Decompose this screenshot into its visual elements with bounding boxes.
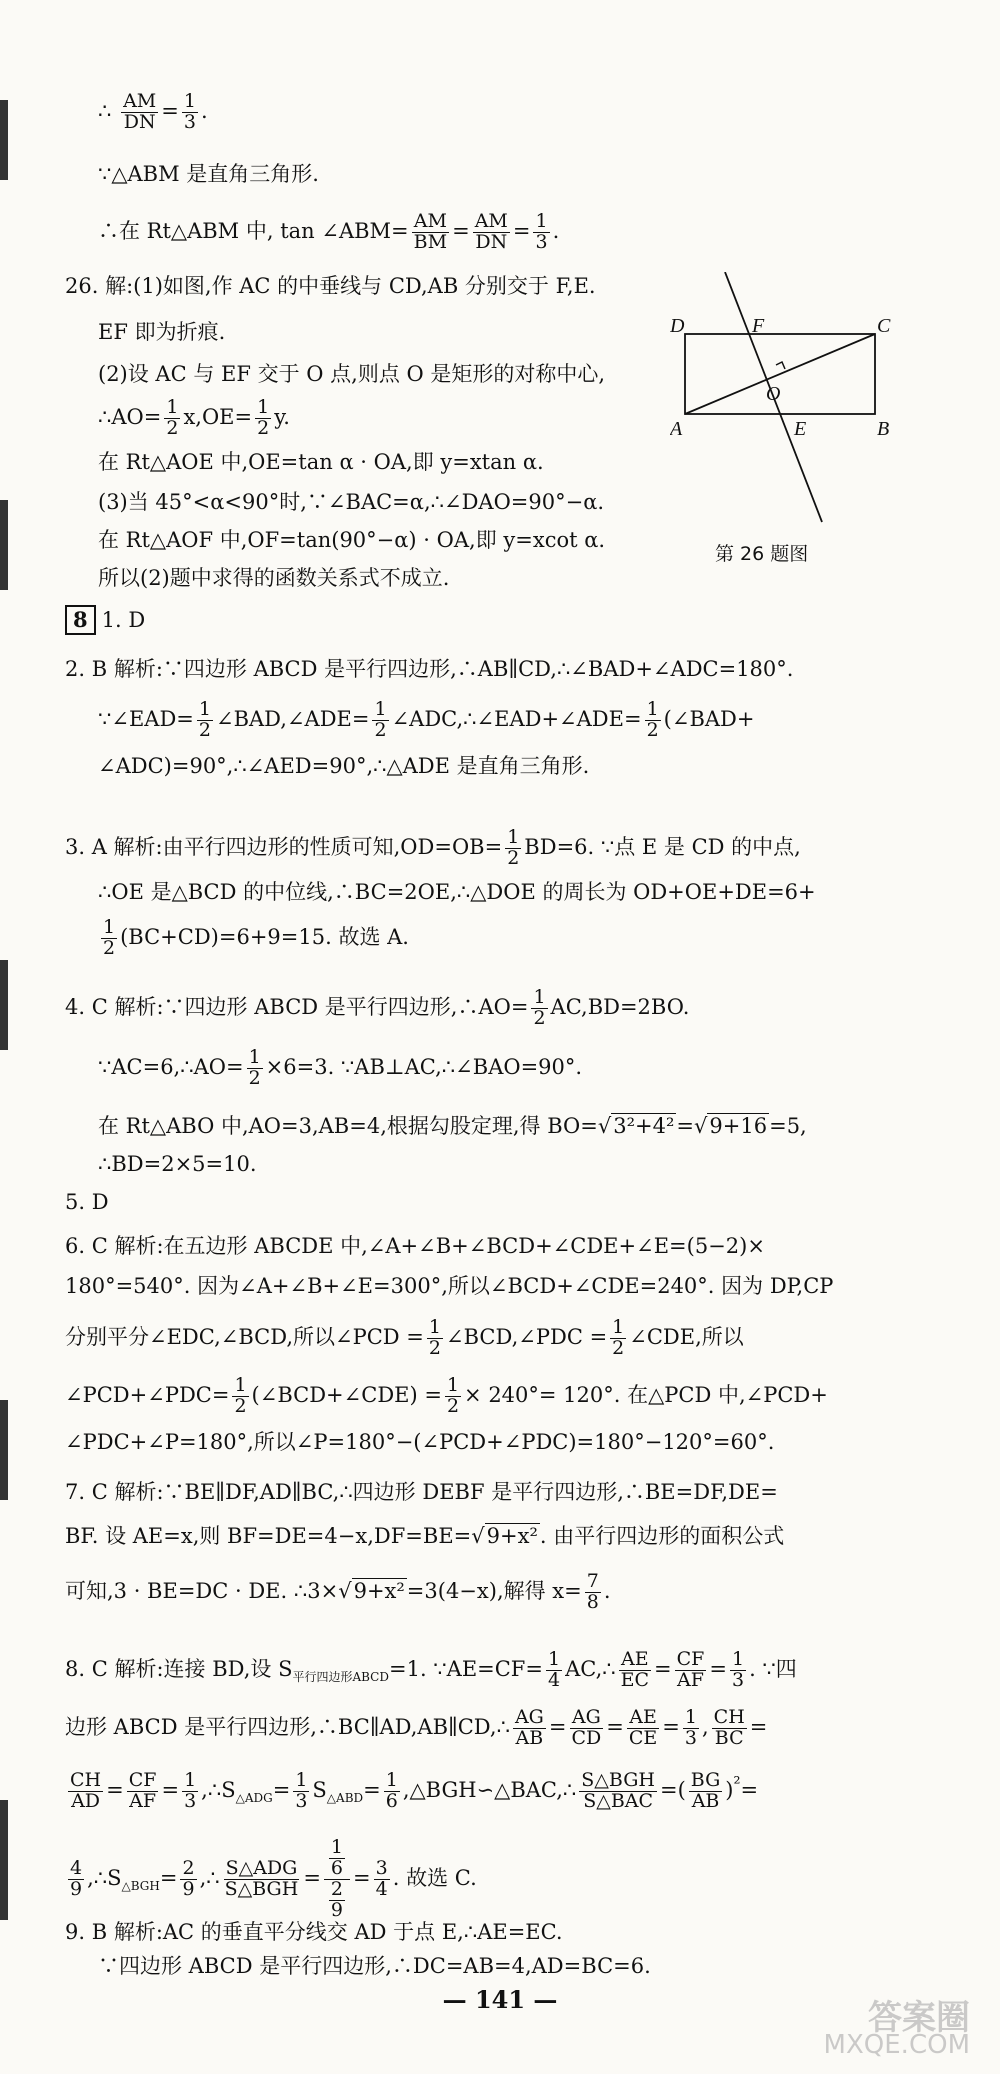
fraction: $\frac{AG}{CD}$ (571, 1706, 602, 1749)
solution-line: BF. 设 AE=x,则 BF=DE=4−x,DF=BE=√9+x². 由平行四边形的面积公式 (65, 1524, 785, 1548)
fraction: $\frac{AM}{DN}$ (474, 210, 508, 253)
solution-line: ∠PCD+∠PDC= $\frac{1}{2}$ (∠BCD+∠CDE) = $\frac{1}{2}$ × 240°= 120°. 在△PCD 中,∠PCD+ (65, 1374, 828, 1417)
solution-line: 在 Rt△AOE 中,OE=tan α · OA,即 y=xtan α. (98, 450, 544, 474)
solution-line: 在 Rt△ABO 中,AO=3,AB=4,根据勾股定理,得 BO=√3²+4²=√9+16=5, (98, 1114, 807, 1138)
solution-line: 所以(2)题中求得的函数关系式不成立. (98, 566, 450, 590)
fraction: $\frac{AG}{AB}$ (514, 1706, 544, 1749)
fraction: $\frac{1}{3}$ (684, 1706, 697, 1749)
solution-line: $\frac{1}{2}$ (BC+CD)=6+9=15. 故选 A. (103, 916, 409, 959)
fraction: $\frac{AM}{DN}$ (123, 90, 157, 133)
binding-mark (0, 1800, 8, 1920)
solution-line: 3. A 解析:由平行四边形的性质可知,OD=OB= $\frac{1}{2}$ BD=6. ∵点 E 是 CD 的中点, (65, 826, 801, 869)
solution-line: 9. B 解析:AC 的垂直平分线交 AD 于点 E,∴AE=EC. (65, 1920, 563, 1944)
fraction: $\frac{1}{2}$ (234, 1374, 247, 1417)
fraction: $\frac{\text{S△BGH}}{\text{S△BAC}}$ (581, 1769, 655, 1812)
solution-line: (3)当 45°<α<90°时,∵∠BAC=α,∴∠DAO=90°−α. (98, 490, 605, 514)
solution-line: 26. 解:(1)如图,作 AC 的中垂线与 CD,AB 分别交于 F,E. (65, 274, 596, 298)
fraction: $\frac{1}{3}$ (183, 90, 196, 133)
binding-mark (0, 1400, 8, 1500)
solution-line: 6. C 解析:在五边形 ABCDE 中,∠A+∠B+∠BCD+∠CDE+∠E=(5−2)× (65, 1234, 765, 1258)
binding-mark (0, 960, 8, 1050)
solution-line: 4. C 解析:∵四边形 ABCD 是平行四边形,∴AO= $\frac{1}{2}$ AC,BD=2BO. (65, 986, 690, 1029)
solution-line: ∵∠EAD= $\frac{1}{2}$ ∠BAD,∠ADE= $\frac{1}{2}$ ∠ADC,∴∠EAD+∠ADE= $\frac{1}{2}$ (∠BAD+ (98, 698, 755, 741)
solution-line: $\frac{4}{9}$ $,\therefore S_{\triangle BGH}=$ $\frac{2}{9}$ ,∴ $\frac{\text{S△ADG}}{\text{S△BGH}}$ = $\frac{\frac{1}{6}}{\frac{2}{9}}$ = $\frac{3}{4}$ . 故选 C. (70, 1836, 477, 1921)
fraction: $\frac{1}{2}$ (428, 1316, 442, 1359)
fraction: $\frac{2}{9}$ (182, 1856, 195, 1900)
label-O: O (766, 383, 781, 405)
label-C: C (877, 315, 891, 337)
fraction: $\frac{1}{2}$ (374, 698, 387, 741)
text: ∴ (98, 98, 112, 123)
solution-line: 5. D (65, 1190, 109, 1214)
solution-line: ∠ADC)=90°,∴∠AED=90°,∴△ADE 是直角三角形. (98, 754, 590, 778)
fraction: $\frac{1}{3}$ (535, 210, 548, 253)
square-root: 9+x² (353, 1578, 405, 1603)
label-A: A (670, 418, 683, 440)
label-F: F (752, 315, 765, 337)
square-root: 9+16 (709, 1114, 768, 1138)
solution-line: ∠PDC+∠P=180°,所以∠P=180°−(∠PCD+∠PDC)=180°−120°=60°. (65, 1430, 775, 1454)
right-angle-mark (776, 362, 785, 369)
solution-line: 8 1. D (65, 605, 145, 635)
solution-line: 分别平分∠EDC,∠BCD,所以∠PCD = $\frac{1}{2}$ ∠BCD,∠PDC = $\frac{1}{2}$ ∠CDE,所以 (65, 1316, 744, 1359)
page-number: — 141 — (442, 1985, 558, 2014)
solution-line: EF 即为折痕. (98, 320, 226, 344)
solution-line: 在 Rt△AOF 中,OF=tan(90°−α) · OA,即 y=xcot α. (98, 528, 606, 552)
solution-line: ∴OE 是△BCD 的中位线,∴BC=2OE,∴△DOE 的周长为 OD+OE+DE=6+ (98, 880, 816, 904)
solution-line: ∵△ABM 是直角三角形. (98, 162, 319, 186)
fraction: $\frac{1}{2}$ (166, 396, 179, 439)
solution-line: 2. B 解析:∵四边形 ABCD 是平行四边形,∴AB∥CD,∴∠BAD+∠ADC=180°. (65, 657, 794, 681)
fraction: $\frac{1}{2}$ (646, 698, 659, 741)
compound-fraction (324, 1838, 350, 1921)
label-E: E (794, 418, 807, 440)
fraction: $\frac{1}{3}$ (184, 1769, 197, 1812)
fraction: $\frac{AM}{BM}$ (413, 210, 448, 253)
watermark-logo: 答案圈 (868, 1998, 970, 2038)
fraction: $\frac{4}{9}$ (70, 1856, 83, 1900)
solution-line: 可知,3 · BE=DC · DE. ∴3×√9+x²=3(4−x),解得 x= $\frac{7}{8}$ . (65, 1570, 611, 1613)
solution-line: ∴AO= $\frac{1}{2}$ x,OE= $\frac{1}{2}$ y. (98, 396, 290, 439)
fraction: $\frac{3}{4}$ (375, 1856, 388, 1900)
fraction: $\frac{1}{3}$ (731, 1648, 745, 1691)
label-D: D (670, 315, 685, 337)
binding-mark (0, 100, 8, 180)
fraction: $\frac{1}{3}$ (295, 1769, 308, 1812)
watermark-url: MXQE.COM (823, 2030, 970, 2060)
fraction: $\frac{1}{2}$ (446, 1374, 460, 1417)
section-number: 8 (65, 605, 96, 635)
fraction: $\frac{1}{2}$ (507, 826, 520, 869)
fraction: $\frac{BG}{AB}$ (690, 1769, 721, 1812)
fraction: $\frac{\text{S△ADG}}{\text{S△BGH}}$ (224, 1856, 299, 1900)
solution-line: 边形 ABCD 是平行四边形,∴BC∥AD,AB∥CD,∴ $\frac{AG}{AB}$ = $\frac{AG}{CD}$ = $\frac{AE}{CE}$ = $\frac{1}{3}$ , $\frac{CH}{BC}$ = (65, 1706, 768, 1749)
solution-line: 180°=540°. 因为∠A+∠B+∠E=300°,所以∠BCD+∠CDE=240°. 因为 DP,CP (65, 1274, 834, 1298)
fraction: $\frac{1}{6}$ (330, 1836, 344, 1879)
fraction: $\frac{1}{2}$ (612, 1316, 625, 1359)
fraction: $\frac{CF}{AF}$ (128, 1769, 157, 1812)
geometry-figure (670, 272, 920, 542)
solution-line: ∴BD=2×5=10. (98, 1152, 257, 1176)
fraction: $\frac{1}{4}$ (547, 1648, 561, 1691)
fraction: $\frac{1}{2}$ (198, 698, 211, 741)
solution-line: 7. C 解析:∵BE∥DF,AD∥BC,∴四边形 DEBF 是平行四边形,∴BE=DF,DE= (65, 1480, 778, 1504)
solution-line: 8. C 解析:连接 BD,设 $S_{平行四边形ABCD}=1$. ∵AE=CF= $\frac{1}{4}$ AC,∴ $\frac{AE}{EC}$ = $\frac{CF}{AF}$ = $\frac{1}{3}$ . ∵四 (65, 1648, 797, 1691)
binding-mark (0, 500, 8, 590)
fraction: $\frac{1}{6}$ (385, 1769, 398, 1812)
fraction: $\frac{CH}{BC}$ (713, 1706, 745, 1749)
solution-line: ∵四边形 ABCD 是平行四边形,∴DC=AB=4,AD=BC=6. (98, 1954, 651, 1978)
fraction: $\frac{AE}{CE}$ (628, 1706, 658, 1749)
fraction: $\frac{1}{2}$ (248, 1046, 261, 1089)
fraction: $\frac{1}{2}$ (103, 916, 116, 959)
fraction: $\frac{CH}{AD}$ (70, 1769, 102, 1812)
fraction: $\frac{2}{9}$ (330, 1877, 344, 1921)
label-B: B (877, 418, 890, 440)
fraction: $\frac{AE}{EC}$ (620, 1648, 650, 1691)
solution-line: ∴ $\frac{AM}{DN}$ = $\frac{1}{3}$ . (98, 90, 208, 133)
figure-caption: 第 26 题图 (715, 543, 809, 565)
solution-line: (2)设 AC 与 EF 交于 O 点,则点 O 是矩形的对称中心, (98, 362, 606, 386)
square-root: 3²+4² (613, 1114, 675, 1138)
fraction: $\frac{1}{2}$ (257, 396, 270, 439)
square-root: 9+x² (486, 1524, 538, 1548)
fraction: $\frac{7}{8}$ (586, 1570, 599, 1613)
solution-line: ∵AC=6,∴AO= $\frac{1}{2}$ ×6=3. ∵AB⊥AC,∴∠BAO=90°. (98, 1046, 583, 1089)
solution-line: $\frac{CH}{AD}$ = $\frac{CF}{AF}$ = $\frac{1}{3}$ $,\therefore S_{\triangle ADG}=$ $\frac{1}{3}$ $S_{\triangle ABD}=$ $\frac{1}{6}$ ,△BGH∽△BAC,∴ $\frac{\text{S△BGH}}{\text{S△BAC}}$ =( $\frac{BG}{AB}$ )$^{^2}$= (70, 1769, 759, 1812)
solution-line: ∴在 Rt△ABM 中, tan ∠ABM= $\frac{AM}{BM}$ = $\frac{AM}{DN}$ = $\frac{1}{3}$ . (98, 210, 560, 253)
fraction: $\frac{1}{2}$ (533, 986, 546, 1029)
fraction: $\frac{CF}{AF}$ (676, 1648, 705, 1691)
